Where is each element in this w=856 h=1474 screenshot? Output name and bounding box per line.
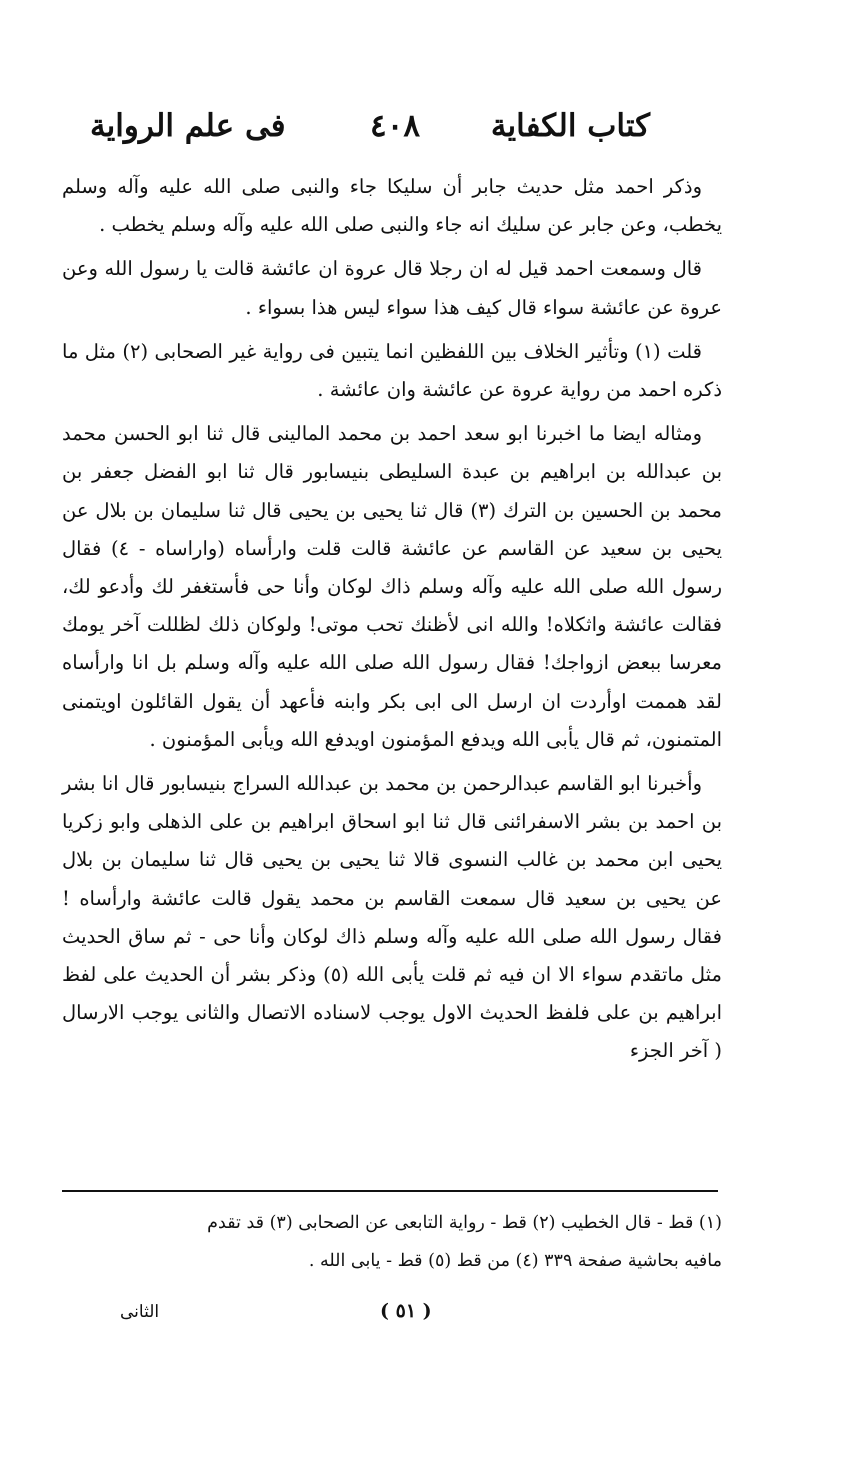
footnotes	[62, 1204, 722, 1280]
paragraph: قال وسمعت احمد قيل له ان رجلا قال عروة ان عائشة قالت يا رسول الله وعن عروة عن عائشة سواء قال كيف هذا سواء ليس هذا بسواء .	[62, 257, 722, 319]
signature-mark: ( ٥١ )	[380, 1300, 432, 1322]
page-number: ٤٠٨	[370, 108, 420, 144]
paragraph: وأخبرنا ابو القاسم عبدالرحمن بن محمد بن عبدالله السراج بنيسابور قال انا بشر بن احمد بن بشر الاسفرائنى قال ثنا ابو اسحاق ابراهيم بن على الذهلى وابو زكريا يحيى ابن محمد بن غالب النسوى قالا ثنا يحيى بن يحيى قال ثنا سليمان بن بلال عن يحيى بن سعيد قال سمعت القاسم بن محمد يقول قالت عائشة وارأساه ! فقال رسول الله صلى الله عليه وآله وسلم ذاك لوكان وأنا حى - ثم ساق الحديث مثل ماتقدم سواء الا ان فيه ثم قلت يأبى الله (٥) وذكر بشر أن الحديث على لفظ ابراهيم بن على فلفظ الحديث الاول يوجب لاسناده الاتصال والثانى يوجب الارسال ( آخر الجزء	[62, 772, 722, 1063]
running-head-book-title: كتاب الكفاية	[490, 108, 650, 144]
paragraph: ومثاله ايضا ما اخبرنا ابو سعد احمد بن محمد المالينى قال ثنا ابو الحسن محمد بن عبدالله بن ابراهيم بن عبدة السليطى بنيسابور قال ثنا ابو الفضل جعفر بن محمد بن الحسين بن الترك (٣) قال ثنا يحيى بن يحيى قال ثنا سليمان بن بلال عن يحيى بن سعيد عن القاسم عن عائشة قالت قلت وارأساه (واراساه - ٤) فقال رسول الله صلى الله عليه وآله وسلم ذاك لوكان وأنا حى فأستغفر لك وأدعو لك، فقالت عائشة واثكلاه! والله انى لأظنك تحب موتى! ولوكان ذلك لظللت آخر يومك معرسا ببعض ازواجك! فقال رسول الله صلى الله عليه وآله وسلم بل انا وارأساه لقد هممت اوأردت ان ارسل الى ابى بكر وابنه فأعهد أن يقول القائلون اويتمنى المتمنون، ثم قال يأبى الله ويدفع المؤمنون اويدفع الله ويأبى المؤمنون .	[62, 422, 722, 751]
footnote-separator	[62, 1190, 718, 1192]
page-header	[90, 96, 650, 156]
footnote-line: (١) قط - قال الخطيب (٢) قط - رواية التابعى عن الصحابى (٣) قد تقدم	[207, 1213, 722, 1233]
running-head-subtitle: فى علم الرواية	[90, 108, 286, 144]
catchword: الثانى	[120, 1302, 160, 1322]
paragraph: وذكر احمد مثل حديث جابر أن سليكا جاء والنبى صلى الله عليه وآله وسلم يخطب، وعن جابر عن سليك انه جاء والنبى صلى الله عليه وآله وسلم يخطب .	[62, 175, 722, 237]
paragraph: قلت (١) وتأثير الخلاف بين اللفظين انما يتبين فى رواية غير الصحابى (٢) مثل ما ذكره احمد من رواية عروة عن عائشة وان عائشة .	[62, 339, 722, 402]
main-text	[62, 168, 722, 1077]
footnote-line: مافيه بحاشية صفحة ٣٣٩ (٤) من قط (٥) قط - يابى الله .	[308, 1251, 722, 1271]
